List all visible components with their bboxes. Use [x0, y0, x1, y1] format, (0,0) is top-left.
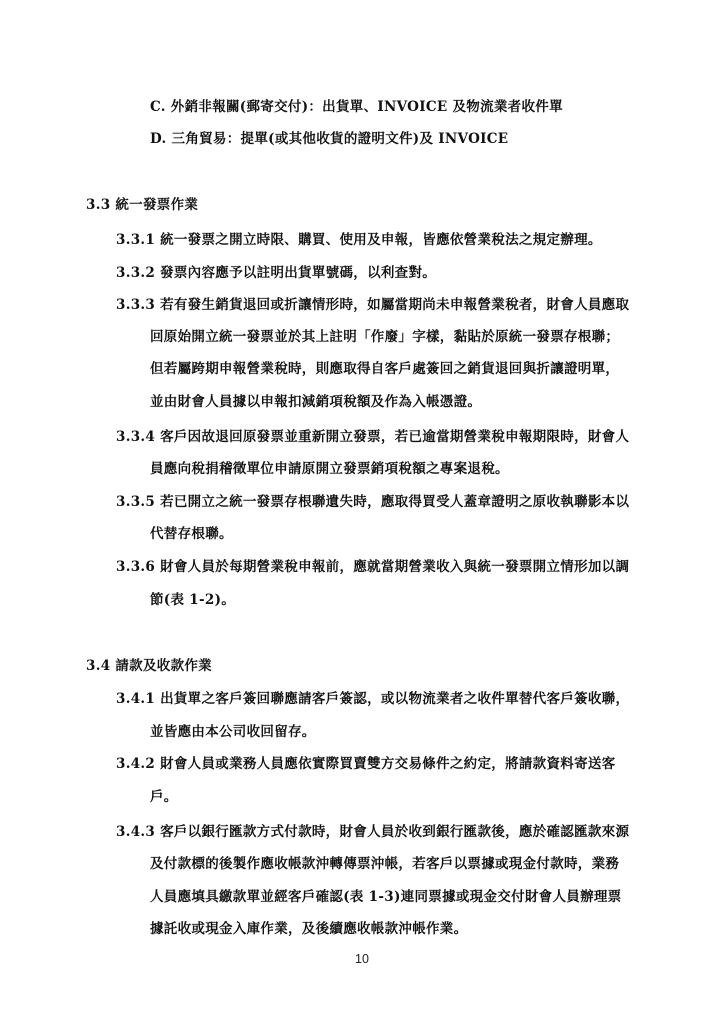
clause-3-3-6-line2: 節(表 1-2)。 — [150, 592, 236, 608]
page-number: 10 — [355, 952, 369, 966]
clause-3-3-3-line2: 回原始開立統一發票並於其上註明「作廢」字樣，黏貼於原統一發票存根聯； — [150, 329, 620, 345]
clause-3-4-1-line2: 並皆應由本公司收回留存。 — [150, 724, 316, 740]
clause-3-3-2: 3.3.2 發票內容應予以註明出貨單號碼，以利查對。 — [116, 265, 437, 281]
clause-3-4-3-line2: 及付款標的後製作應收帳款沖轉傳票沖帳，若客戶以票據或現金付款時，業務 — [150, 856, 620, 872]
clause-3-4-3-line1: 3.4.3 客戶以銀行匯款方式付款時，財會人員於收到銀行匯款後，應於確認匯款來源 — [116, 824, 630, 840]
clause-3-3-4-line2: 員應向稅捐稽徵單位申請原開立發票銷項稅額之專案退稅。 — [150, 461, 509, 477]
clause-3-3-3-line3: 但若屬跨期申報營業稅時，則應取得自客戶處簽回之銷貨退回與折讓證明單， — [150, 361, 620, 377]
clause-3-4-3-line4: 據託收或現金入庫作業，及後續應收帳款沖帳作業。 — [150, 921, 468, 937]
clause-3-3-5-line1: 3.3.5 若已開立之統一發票存根聯遺失時，應取得買受人蓋章證明之原收執聯影本以 — [116, 494, 630, 510]
clause-3-4-1-line1: 3.4.1 出貨單之客戶簽回聯應請客戶簽認，或以物流業者之收件單替代客戶簽收聯， — [116, 691, 630, 707]
clause-3-3-6-line1: 3.3.6 財會人員於每期營業稅申報前，應就當期營業收入與統一發票開立情形加以調 — [116, 559, 630, 575]
clause-3-4-2-line1: 3.4.2 財會人員或業務人員應依實際買賣雙方交易條件之約定，將請款資料寄送客 — [116, 756, 616, 772]
item-d-triangle-trade: D. 三角貿易：提單(或其他收貨的證明文件)及 INVOICE — [150, 131, 509, 147]
clause-3-3-3-line4: 並由財會人員據以申報扣減銷項稅額及作為入帳憑證。 — [150, 394, 482, 410]
section-heading-3-3: 3.3 統一發票作業 — [86, 197, 199, 213]
clause-3-3-3-line1: 3.3.3 若有發生銷貨退回或折讓情形時，如屬當期尚未申報營業稅者，財會人員應取 — [116, 297, 630, 313]
clause-3-3-5-line2: 代替存根聯。 — [150, 526, 233, 542]
item-c-export-mail: C. 外銷非報關(郵寄交付)：出貨單、INVOICE 及物流業者收件單 — [150, 99, 563, 115]
clause-3-4-3-line3: 人員應填具繳款單並經客戶確認(表 1-3)連同票據或現金交付財會人員辦理票 — [150, 889, 622, 905]
clause-3-3-1: 3.3.1 統一發票之開立時限、購買、使用及申報，皆應依營業稅法之規定辦理。 — [116, 232, 602, 248]
section-heading-3-4: 3.4 請款及收款作業 — [86, 658, 212, 674]
clause-3-4-2-line2: 戶。 — [150, 789, 178, 805]
clause-3-3-4-line1: 3.3.4 客戶因故退回原發票並重新開立發票，若已逾當期營業稅申報期限時，財會人 — [116, 429, 630, 445]
